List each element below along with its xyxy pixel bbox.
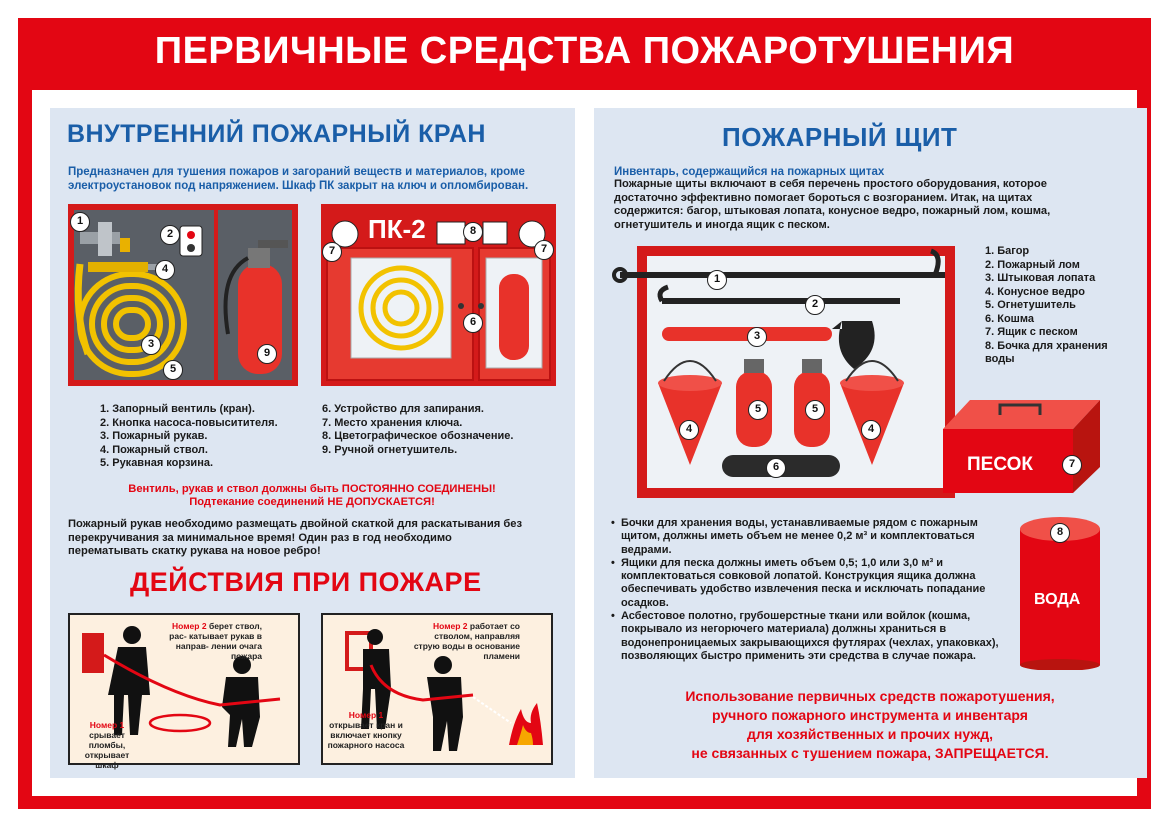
- board-callout-6: 6: [766, 458, 786, 478]
- callout-8: 8: [463, 222, 483, 242]
- board-callout-5b: 5: [805, 400, 825, 420]
- action-2-number1: [326, 710, 406, 750]
- legend-item: 6. Кошма: [985, 312, 1034, 325]
- callout-6: 6: [463, 313, 483, 333]
- legend-item: 2. Кнопка насоса-повыситителя.: [100, 416, 278, 429]
- legend-item: 4. Конусное ведро: [985, 285, 1085, 298]
- action-1-n1-label: Номер 1: [89, 720, 125, 730]
- action-1-n1-text: срывает пломбы, открывает шкаф: [84, 730, 130, 770]
- action-2-number2: [410, 621, 520, 661]
- legend-item: 7. Ящик с песком: [985, 326, 1078, 338]
- callout-2: 2: [160, 225, 180, 245]
- action-2-n1-text: открывает кран и включает кнопку пожарного насоса: [327, 720, 405, 750]
- board-callout-3: 3: [747, 327, 767, 347]
- fire-board-illustration: [600, 243, 980, 503]
- action-2-n2-text: работает со стволом, направляя струю воды в основание пламени: [413, 621, 520, 661]
- action-1-n2-label: Номер 2: [172, 621, 207, 631]
- callout-7b: 7: [534, 240, 554, 260]
- legend-item: 7. Место хранения ключа.: [322, 416, 463, 429]
- note-item: • Асбестовое полотно, грубошерстные ткани или войлок (кошма, покрывало из негорючего материала) должны храниться в водонепроницаемых закрывающихся футлярах (чехлах, упаковках), позволяющих быстро применить эти средства в случае пожара.: [611, 610, 1003, 663]
- legend-item: 9. Ручной огнетушитель.: [322, 443, 458, 456]
- legend-item: 4. Пожарный ствол.: [100, 443, 208, 456]
- legend-item: 1. Багор: [985, 245, 1030, 257]
- action-1-number2: [168, 621, 262, 661]
- legend-item: 3. Штыковая лопата: [985, 272, 1096, 284]
- legend-item: 3. Пожарный рукав.: [100, 430, 208, 442]
- hydrant-legend-a: [100, 403, 278, 471]
- legend-item: 5. Огнетушитель: [985, 299, 1076, 311]
- hydrant-warning-1: Вентиль, рукав и ствол должны быть ПОСТОЯННО СОЕДИНЕНЫ!: [128, 483, 496, 495]
- sand-label: ПЕСОК: [967, 454, 1033, 475]
- board-callout-1: 1: [707, 270, 727, 290]
- sand-box-illustration: [940, 395, 1105, 495]
- note-item: • Ящики для песка должны иметь объем 0,5; 1,0 или 3,0 м³ и комплектоваться совковой лопатой. Конструкция ящика должна обеспечивать удобство извлечения песка и исключать попадание осадков.: [611, 557, 1003, 610]
- legend-item: 6. Устройство для запирания.: [322, 403, 484, 415]
- hydrant-intro: Предназначен для тушения пожаров и загораний веществ и материалов, кроме электроустановок под напряжением. Шкаф ПК закрыт на ключ и опломбирован.: [68, 166, 529, 192]
- legend-item: 8. Бочка для хранения воды: [985, 339, 1108, 365]
- final-warning-line: Использование первичных средств пожаротушения,: [685, 688, 1055, 704]
- callout-7a: 7: [322, 242, 342, 262]
- actions-heading: ДЕЙСТВИЯ ПРИ ПОЖАРЕ: [130, 567, 482, 597]
- sand-callout-7: 7: [1062, 455, 1082, 475]
- legend-item: 8. Цветографическое обозначение.: [322, 430, 514, 442]
- legend-item: 2. Пожарный лом: [985, 258, 1080, 271]
- callout-3: 3: [141, 335, 161, 355]
- fire-board-intro: Пожарные щиты включают в себя перечень простого оборудования, которое достаточно эффективно помогает бороться с возгоранием. Итак, на щитах содержится: багор, штыковая лопата, конусное ведро, пожарный лом, кошма, огнетушитель и иногда ящик с песком.: [614, 178, 1051, 231]
- action-1-number1: [72, 720, 142, 770]
- action-2-n1-label: Номер 1: [348, 710, 384, 720]
- callout-5: 5: [163, 360, 183, 380]
- board-callout-4a: 4: [679, 420, 699, 440]
- callout-4: 4: [155, 260, 175, 280]
- hydrant-heading: ВНУТРЕННИЙ ПОЖАРНЫЙ КРАН: [67, 120, 486, 148]
- hydrant-warning-2: Подтекание соединений НЕ ДОПУСКАЕТСЯ!: [189, 496, 435, 508]
- barrel-callout-8: 8: [1050, 523, 1070, 543]
- callout-9: 9: [257, 344, 277, 364]
- fire-board-subheading: Инвентарь, содержащийся на пожарных щитах: [614, 166, 885, 178]
- note-item: • Бочки для хранения воды, устанавливаемые рядом с пожарным щитом, должны иметь объем не менее 0,2 м³ и комплектоваться ведрами.: [611, 517, 1003, 557]
- legend-item: 5. Рукавная корзина.: [100, 457, 214, 469]
- final-warning-line: ручного пожарного инструмента и инвентаря: [712, 707, 1028, 723]
- final-warning-line: не связанных с тушением пожара, ЗАПРЕЩАЕТСЯ.: [691, 745, 1049, 761]
- action-1-n2-text: берет ствол, рас- катывает рукав в направ- лении очага пожара: [169, 621, 262, 661]
- final-warning: [600, 687, 1140, 763]
- board-callout-2: 2: [805, 295, 825, 315]
- legend-item: 1. Запорный вентиль (кран).: [100, 403, 255, 415]
- board-callout-4b: 4: [861, 420, 881, 440]
- final-warning-line: для хозяйственных и прочих нужд,: [746, 726, 993, 742]
- action-2-n2-label: Номер 2: [433, 621, 468, 631]
- water-label: ВОДА: [1034, 591, 1081, 608]
- pk2-label: ПК-2: [368, 214, 426, 244]
- fire-board-notes: [611, 517, 1003, 663]
- pk2-cabinet-illustration: [321, 204, 556, 386]
- poster-title: ПЕРВИЧНЫЕ СРЕДСТВА ПОЖАРОТУШЕНИЯ: [154, 30, 1015, 72]
- hydrant-legend-b: [322, 403, 513, 457]
- callout-1: 1: [70, 212, 90, 232]
- fire-board-legend: [985, 245, 1110, 367]
- fire-board-heading: ПОЖАРНЫЙ ЩИТ: [722, 122, 958, 152]
- board-callout-5a: 5: [748, 400, 768, 420]
- hose-note: Пожарный рукав необходимо размещать двойной скаткой для раскатывания без перекручивания за минимальное время! Один раз в год необходимо перематывать скатку рукава на новое ребро!: [68, 518, 523, 557]
